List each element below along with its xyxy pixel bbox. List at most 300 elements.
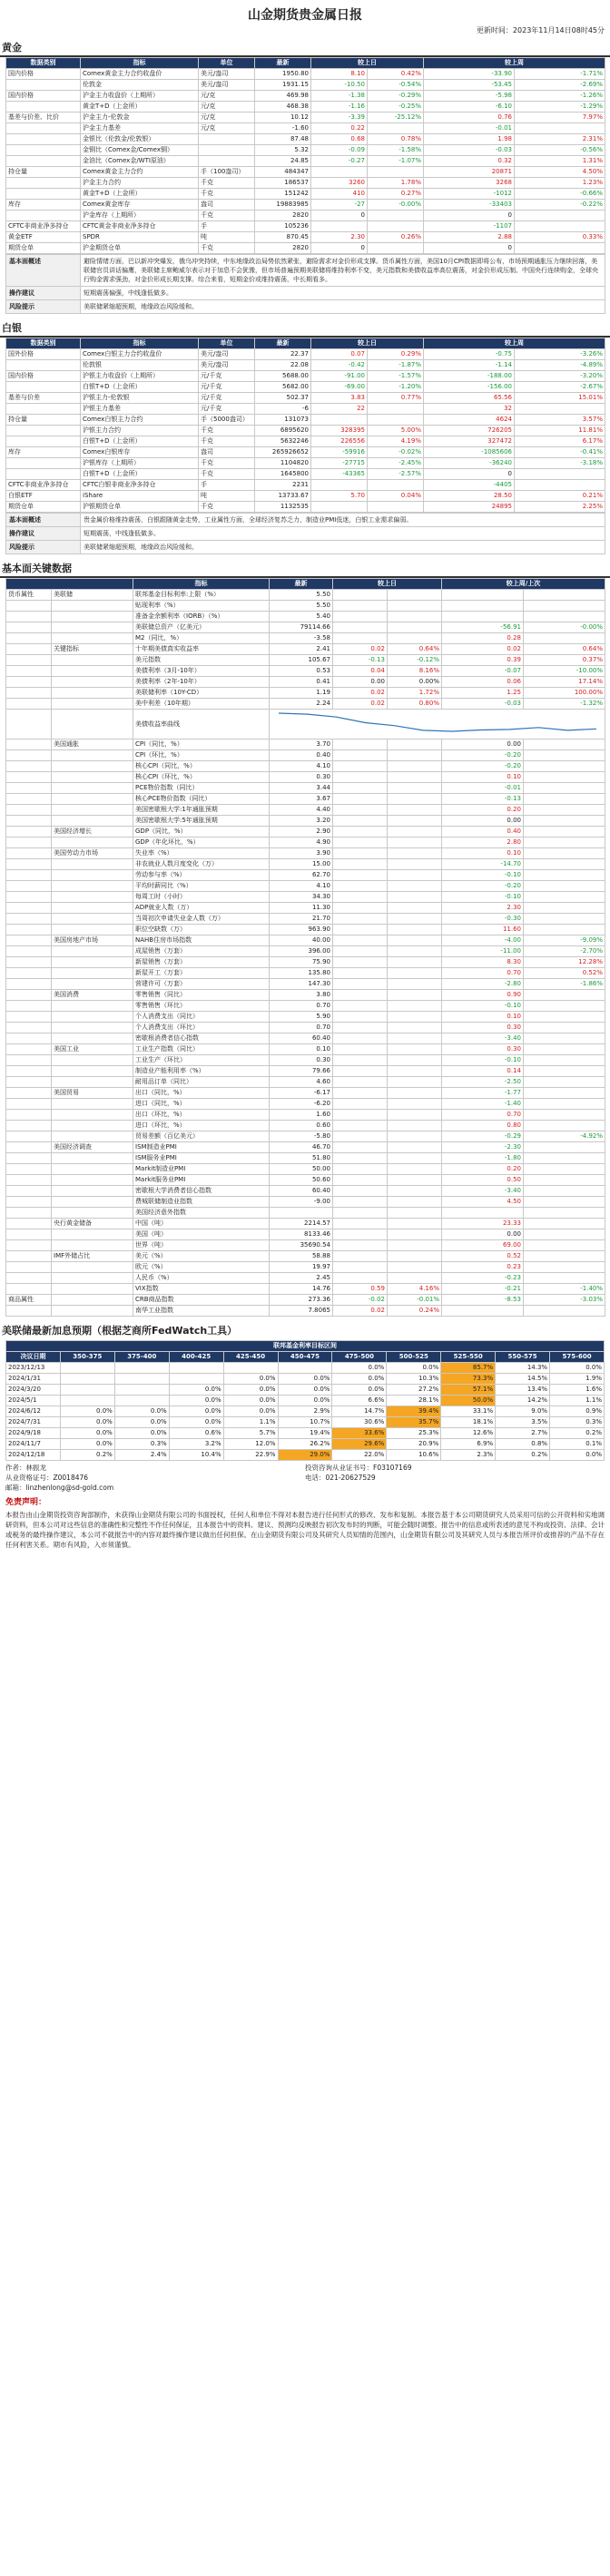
data-cell	[388, 1001, 442, 1012]
indicator-cell: 美元指数	[133, 655, 270, 666]
fed-prob-cell: 0.8%	[496, 1439, 550, 1450]
subcategory-cell	[52, 1066, 133, 1077]
data-cell: -0.20	[442, 761, 524, 772]
data-cell: -0.41%	[515, 447, 605, 458]
category-cell	[6, 688, 52, 699]
data-cell: -1012	[424, 189, 515, 200]
data-cell: -1.40	[442, 1099, 524, 1110]
table-row	[6, 502, 605, 513]
indicator-cell: 贴现利率（%）	[133, 601, 270, 612]
data-cell: -33.90	[424, 69, 515, 80]
category-cell	[6, 458, 81, 469]
header-cell: 较上周	[424, 338, 605, 349]
fed-prob-cell: 0.0%	[60, 1417, 114, 1428]
header-cell: 575-600	[550, 1352, 605, 1363]
data-cell	[333, 925, 388, 935]
note-label: 基本面概述	[6, 514, 81, 527]
data-cell	[368, 123, 424, 134]
fed-subtitle: 联邦基金利率目标区间	[6, 1341, 605, 1352]
data-cell: 0.00	[442, 1229, 524, 1240]
category-cell	[6, 870, 52, 881]
data-cell: 79114.66	[270, 622, 333, 633]
category-cell: 国内价格	[6, 371, 81, 382]
table-row	[6, 837, 605, 848]
note-text: 短期震荡偏强，中线逢低做多。	[81, 287, 605, 300]
data-cell	[524, 1033, 605, 1044]
indicator-cell: 费城联储制造业指数	[133, 1197, 270, 1208]
data-cell	[333, 848, 388, 859]
subcategory-cell: 关键指标	[52, 644, 133, 655]
header-cell: 数据类别	[6, 338, 81, 349]
fed-prob-cell: 0.0%	[332, 1374, 387, 1385]
data-cell: 元/克	[199, 123, 255, 134]
data-cell	[388, 1219, 442, 1229]
data-cell	[524, 772, 605, 783]
data-cell: -1107	[424, 221, 515, 232]
subcategory-cell	[52, 772, 133, 783]
data-cell	[388, 1175, 442, 1186]
table-row	[6, 1131, 605, 1142]
data-cell: -14.70	[442, 859, 524, 870]
header-cell: 指标	[81, 338, 199, 349]
indicator-cell: PCE物价指数（同比）	[133, 783, 270, 794]
fed-date-cell: 2024/6/12	[6, 1406, 61, 1417]
data-cell: 0.30	[270, 1055, 333, 1066]
data-cell: 69.00	[442, 1240, 524, 1251]
data-cell	[199, 145, 255, 156]
data-cell: 1.23%	[515, 178, 605, 189]
gold-notes	[5, 254, 605, 314]
data-cell: 51.80	[270, 1153, 333, 1164]
category-cell	[6, 1142, 52, 1153]
category-cell	[6, 469, 81, 480]
data-cell	[333, 1186, 388, 1197]
subcategory-cell	[52, 783, 133, 794]
data-cell	[333, 935, 388, 946]
fed-prob-cell: 29.0%	[278, 1450, 332, 1461]
subcategory-cell	[52, 881, 133, 892]
indicator-cell: 美联储总资产（亿美元）	[133, 622, 270, 633]
category-cell	[6, 1121, 52, 1131]
fed-prob-cell: 10.7%	[278, 1417, 332, 1428]
category-cell	[6, 979, 52, 990]
data-cell	[388, 935, 442, 946]
category-cell	[6, 1219, 52, 1229]
fed-row	[6, 1396, 605, 1406]
table-row	[6, 699, 605, 710]
header-cell: 较上周/上次	[442, 579, 605, 590]
data-cell: 502.37	[255, 393, 311, 404]
subcategory-cell	[52, 859, 133, 870]
category-cell	[6, 957, 52, 968]
data-cell: -0.13	[333, 655, 388, 666]
indicator-cell: 联邦基金目标利率:上限（%）	[133, 590, 270, 601]
category-cell: CFTC非商业净多持仓	[6, 221, 81, 232]
data-cell: 32	[424, 404, 515, 415]
data-cell: 22.37	[255, 349, 311, 360]
data-cell: -2.69%	[515, 80, 605, 91]
table-row	[6, 816, 605, 827]
data-cell: 2.90	[270, 827, 333, 837]
data-cell: 0.52%	[524, 968, 605, 979]
data-cell: 2231	[255, 480, 311, 491]
subcategory-cell	[52, 837, 133, 848]
table-row	[6, 859, 605, 870]
data-cell: -4.89%	[515, 360, 605, 371]
data-cell	[442, 590, 524, 601]
data-cell	[388, 761, 442, 772]
category-cell	[6, 1131, 52, 1142]
table-row	[6, 382, 605, 393]
subcategory-cell	[52, 699, 133, 710]
data-cell	[333, 772, 388, 783]
table-row	[6, 1273, 605, 1284]
subcategory-cell	[52, 1099, 133, 1110]
data-cell: 盎司	[199, 200, 255, 211]
data-cell: 吨	[199, 232, 255, 243]
data-cell: 3.80	[270, 990, 333, 1001]
data-cell: -0.13	[442, 794, 524, 805]
data-cell: -4.92%	[524, 1131, 605, 1142]
data-cell: -2.57%	[368, 469, 424, 480]
header-cell	[6, 579, 133, 590]
category-cell	[6, 666, 52, 677]
macro-section-title: 基本面关键数据	[0, 558, 610, 578]
data-cell: 5.50	[270, 601, 333, 612]
data-cell: 0.30	[442, 1023, 524, 1033]
contact-block	[0, 1461, 610, 1494]
data-cell: -0.10	[442, 1001, 524, 1012]
data-cell: -0.56%	[515, 145, 605, 156]
data-cell	[524, 925, 605, 935]
category-cell	[6, 935, 52, 946]
data-cell	[333, 1219, 388, 1229]
data-cell: 3.83	[311, 393, 368, 404]
fed-prob-cell: 0.0%	[278, 1385, 332, 1396]
data-cell	[333, 881, 388, 892]
data-cell: -69.00	[311, 382, 368, 393]
category-cell	[6, 710, 52, 739]
data-cell: 19.97	[270, 1262, 333, 1273]
category-cell: 库存	[6, 200, 81, 211]
data-cell	[388, 601, 442, 612]
table-row	[6, 123, 605, 134]
data-cell: 沪金主力基差	[81, 123, 199, 134]
data-cell	[333, 1153, 388, 1164]
subcategory-cell	[52, 816, 133, 827]
data-cell	[524, 848, 605, 859]
data-cell	[333, 957, 388, 968]
data-cell	[524, 1175, 605, 1186]
fed-prob-cell: 1.1%	[223, 1417, 278, 1428]
data-cell: 3268	[424, 178, 515, 189]
silver-section-title: 白银	[0, 318, 610, 338]
category-cell	[6, 816, 52, 827]
data-cell: 14.76	[270, 1284, 333, 1295]
data-cell: 131073	[255, 415, 311, 426]
data-cell: -1.77	[442, 1088, 524, 1099]
data-cell: -3.58	[270, 633, 333, 644]
table-row	[6, 1066, 605, 1077]
data-cell: 60.40	[270, 1186, 333, 1197]
data-cell: 元/克	[199, 91, 255, 102]
data-cell	[333, 837, 388, 848]
phone: 电话：021-20627529	[305, 1474, 376, 1482]
data-cell	[388, 750, 442, 761]
data-cell: 0.76	[424, 113, 515, 123]
header-cell: 475-500	[332, 1352, 387, 1363]
header-cell: 较上日	[333, 579, 442, 590]
data-cell	[199, 156, 255, 167]
data-cell	[388, 1153, 442, 1164]
fed-row	[6, 1417, 605, 1428]
data-cell	[524, 1219, 605, 1229]
table-row	[6, 968, 605, 979]
data-cell: 白银T+D（上金所）	[81, 469, 199, 480]
category-cell	[6, 211, 81, 221]
indicator-cell: 美债利率（3月-10年）	[133, 666, 270, 677]
data-cell: 千克	[199, 189, 255, 200]
data-cell: 0.10	[442, 1012, 524, 1023]
category-cell	[6, 794, 52, 805]
table-row	[6, 914, 605, 925]
data-cell: 13733.67	[255, 491, 311, 502]
data-cell: -1.29%	[515, 102, 605, 113]
fed-prob-cell: 0.3%	[550, 1417, 605, 1428]
data-cell	[524, 1044, 605, 1055]
data-cell: 5.40	[270, 612, 333, 622]
category-cell	[6, 968, 52, 979]
data-cell: 8.16%	[388, 666, 442, 677]
table-row	[6, 491, 605, 502]
data-cell: 2.30	[311, 232, 368, 243]
data-cell: -3.18%	[515, 458, 605, 469]
fed-prob-cell: 13.4%	[496, 1385, 550, 1396]
fed-row	[6, 1406, 605, 1417]
data-cell: 沪金主力-伦敦金	[81, 113, 199, 123]
data-cell: 186537	[255, 178, 311, 189]
fed-section	[0, 1320, 610, 1461]
category-cell: 货币属性	[6, 590, 52, 601]
data-cell: 0.28	[442, 633, 524, 644]
category-cell	[6, 1229, 52, 1240]
subcategory-cell	[52, 870, 133, 881]
table-row	[6, 1306, 605, 1317]
data-cell: 千克	[199, 178, 255, 189]
data-cell: -0.01%	[388, 1295, 442, 1306]
header-cell: 最新	[270, 579, 333, 590]
fed-prob-cell: 0.0%	[169, 1406, 223, 1417]
data-cell: 0.02	[442, 644, 524, 655]
data-cell: 2.30	[442, 903, 524, 914]
author: 作者：林振龙	[5, 1464, 46, 1472]
data-cell: -0.21	[442, 1284, 524, 1295]
indicator-cell: GDP（同比，%）	[133, 827, 270, 837]
data-cell	[388, 1262, 442, 1273]
fed-prob-cell: 0.0%	[332, 1385, 387, 1396]
data-cell: 469.98	[255, 91, 311, 102]
indicator-cell: 中国（吨）	[133, 1219, 270, 1229]
fed-prob-cell: 0.0%	[223, 1396, 278, 1406]
table-row	[6, 881, 605, 892]
data-cell: 135.80	[270, 968, 333, 979]
data-cell: 0.59	[333, 1284, 388, 1295]
data-cell: -0.30	[442, 914, 524, 925]
table-row	[6, 232, 605, 243]
data-cell: -3.39	[311, 113, 368, 123]
data-cell	[333, 805, 388, 816]
fed-row	[6, 1450, 605, 1461]
fed-row	[6, 1363, 605, 1374]
table-row	[6, 80, 605, 91]
data-cell	[524, 881, 605, 892]
data-cell: 手	[199, 221, 255, 232]
data-cell: -3.20%	[515, 371, 605, 382]
data-cell: 0.23	[442, 1262, 524, 1273]
data-cell: 手（100盎司）	[199, 167, 255, 178]
data-cell	[333, 827, 388, 837]
indicator-cell: 新屋开工（万套）	[133, 968, 270, 979]
data-cell: 0.60	[270, 1121, 333, 1131]
data-cell: 1.31%	[515, 156, 605, 167]
category-cell	[6, 145, 81, 156]
fed-prob-cell	[60, 1374, 114, 1385]
data-cell: 0.78%	[368, 134, 424, 145]
data-cell	[524, 1023, 605, 1033]
data-cell: 0.70	[442, 968, 524, 979]
table-row	[6, 1121, 605, 1131]
data-cell: 75.90	[270, 957, 333, 968]
data-cell: 8.10	[311, 69, 368, 80]
data-cell	[333, 1121, 388, 1131]
data-cell: -43365	[311, 469, 368, 480]
data-cell	[333, 816, 388, 827]
data-cell: 11.60	[442, 925, 524, 935]
data-cell	[515, 243, 605, 254]
gold-body	[6, 69, 605, 254]
data-cell: -0.29	[442, 1131, 524, 1142]
data-cell	[524, 816, 605, 827]
category-cell	[6, 1273, 52, 1284]
subcategory-cell	[52, 1001, 133, 1012]
data-cell	[333, 1077, 388, 1088]
subcategory-cell: IMF外储占比	[52, 1251, 133, 1262]
data-cell	[333, 601, 388, 612]
data-cell	[368, 243, 424, 254]
fed-prob-cell: 0.0%	[114, 1417, 169, 1428]
subcategory-cell	[52, 1055, 133, 1066]
data-cell: 2.25%	[515, 502, 605, 513]
indicator-cell: 营建许可（万套）	[133, 979, 270, 990]
data-cell: 5682.00	[255, 382, 311, 393]
data-cell: 沪银主力收盘价（上期所）	[81, 371, 199, 382]
data-cell	[524, 1186, 605, 1197]
data-cell: Comex白银库存	[81, 447, 199, 458]
data-cell	[524, 805, 605, 816]
data-cell: -0.29%	[368, 91, 424, 102]
indicator-cell: 平均时薪同比（%）	[133, 881, 270, 892]
data-cell: 伦敦银	[81, 360, 199, 371]
indicator-cell: 南华工业指数	[133, 1306, 270, 1317]
table-row	[6, 1044, 605, 1055]
data-cell: -27715	[311, 458, 368, 469]
indicator-cell: Markit制造业PMI	[133, 1164, 270, 1175]
data-cell	[368, 415, 424, 426]
data-cell	[388, 1121, 442, 1131]
indicator-cell: 个人消费支出（同比）	[133, 1012, 270, 1023]
data-cell	[524, 1229, 605, 1240]
data-cell	[524, 1164, 605, 1175]
fed-prob-cell: 73.3%	[441, 1374, 496, 1385]
data-cell	[333, 892, 388, 903]
indicator-cell: GDP（年化环比，%）	[133, 837, 270, 848]
data-cell	[388, 957, 442, 968]
fed-prob-cell: 0.0%	[114, 1428, 169, 1439]
data-cell: 19883985	[255, 200, 311, 211]
data-cell: -1.32%	[524, 699, 605, 710]
data-cell: -1.20%	[368, 382, 424, 393]
table-row	[6, 113, 605, 123]
data-cell	[388, 1077, 442, 1088]
data-cell: 0	[424, 243, 515, 254]
fed-date-cell: 2024/5/1	[6, 1396, 61, 1406]
table-row	[6, 415, 605, 426]
data-cell: 4.60	[270, 1077, 333, 1088]
data-cell	[524, 1262, 605, 1273]
fed-row	[6, 1428, 605, 1439]
category-cell	[6, 1023, 52, 1033]
data-cell	[333, 1066, 388, 1077]
table-row	[6, 1262, 605, 1273]
fed-prob-cell: 0.0%	[60, 1428, 114, 1439]
subcategory-cell	[52, 750, 133, 761]
data-cell: 元/千克	[199, 393, 255, 404]
category-cell	[6, 750, 52, 761]
data-cell: 65.56	[424, 393, 515, 404]
fed-date-cell: 2024/11/7	[6, 1439, 61, 1450]
data-cell	[515, 211, 605, 221]
table-row	[6, 221, 605, 232]
subcategory-cell	[52, 1121, 133, 1131]
indicator-cell: CRB商品指数	[133, 1295, 270, 1306]
table-row	[6, 761, 605, 772]
category-cell	[6, 382, 81, 393]
data-cell: 4.90	[270, 837, 333, 848]
subcategory-cell: 美国消费	[52, 990, 133, 1001]
data-cell	[388, 1273, 442, 1284]
subcategory-cell	[52, 1110, 133, 1121]
indicator-cell: 密歇根消费者信心指数	[133, 1033, 270, 1044]
data-cell: -0.09	[311, 145, 368, 156]
category-cell	[6, 1262, 52, 1273]
table-row	[6, 903, 605, 914]
data-cell	[368, 221, 424, 232]
header-cell: 550-575	[496, 1352, 550, 1363]
table-row	[6, 710, 605, 739]
table-row	[6, 1197, 605, 1208]
data-cell	[442, 1208, 524, 1219]
indicator-cell: 成屋销售（万套）	[133, 946, 270, 957]
data-cell: 4.50%	[515, 167, 605, 178]
table-row	[6, 590, 605, 601]
category-cell	[6, 892, 52, 903]
data-cell: -0.20	[442, 881, 524, 892]
data-cell: 黄金T+D（上金所）	[81, 102, 199, 113]
header-cell: 500-525	[387, 1352, 441, 1363]
subcategory-cell	[52, 946, 133, 957]
data-cell: 美元/盎司	[199, 360, 255, 371]
header-cell: 决议日期	[6, 1352, 61, 1363]
